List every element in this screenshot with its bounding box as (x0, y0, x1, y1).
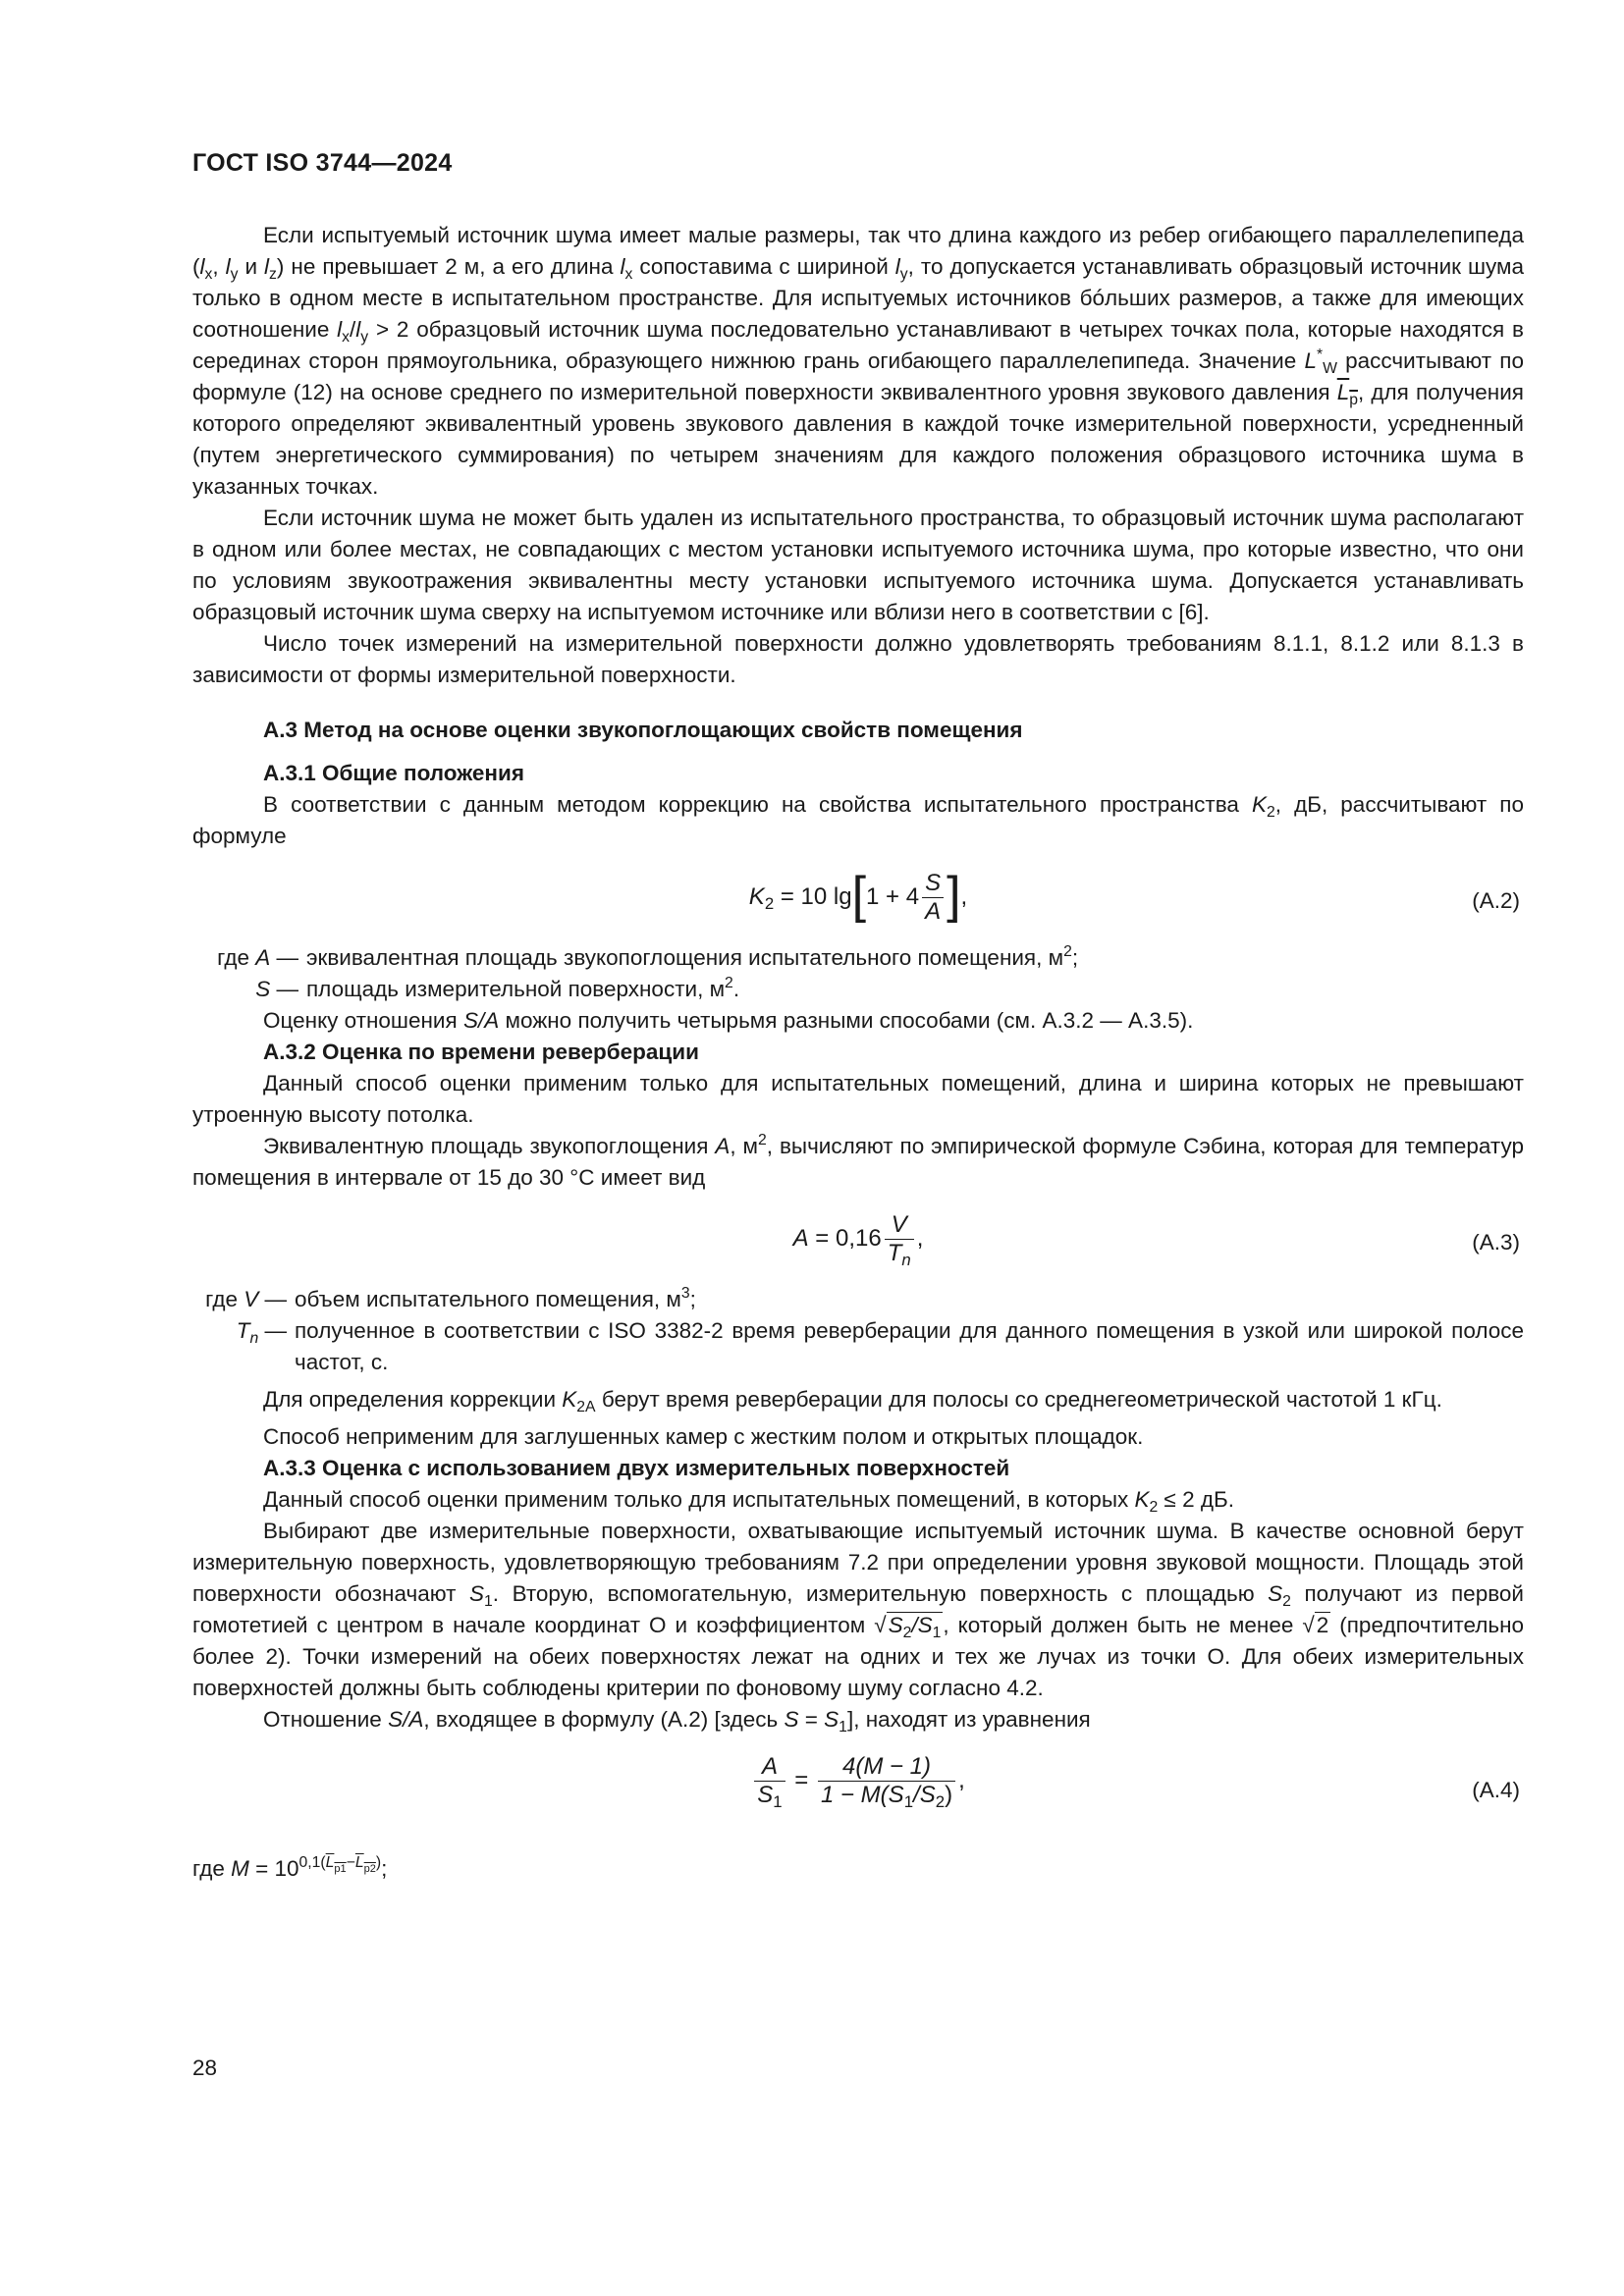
var-l: L (354, 1854, 364, 1871)
text: / (350, 317, 356, 342)
var-ly: l (225, 254, 231, 279)
text: /S (913, 1782, 936, 1808)
sqrt-content: 2 (1316, 1613, 1329, 1637)
text: Для определения коррекции (263, 1387, 563, 1412)
denominator: A (925, 898, 942, 925)
var-s: S (888, 1613, 903, 1637)
var-lx: l (199, 254, 205, 279)
text: объем испытательного помещения, м (295, 1287, 681, 1311)
var-ly: l (894, 254, 900, 279)
where-label (192, 1315, 295, 1378)
bracket-right: ] (947, 866, 961, 924)
var-s1: S (824, 1707, 839, 1732)
text: можно получить четырьмя разными способами (см. А.3.2 — А.3.5). (499, 1008, 1194, 1033)
sub: 2 (1282, 1593, 1291, 1610)
where-label (192, 1284, 295, 1315)
text: , (212, 254, 226, 279)
where-row (192, 974, 1524, 1005)
text: где (217, 945, 256, 970)
section-heading-a31: А.3.1 Общие положения (263, 761, 524, 785)
symbol: A (255, 945, 271, 970)
section-heading-a3: А.3 Метод на основе оценки звукопоглощающих свойств помещения (263, 718, 1023, 742)
where-label (192, 942, 306, 974)
document-body (192, 220, 1524, 1885)
sub: 2 (902, 1625, 912, 1641)
numerator: A (754, 1753, 785, 1782)
formula-a2 (192, 852, 1524, 942)
where-block-1 (192, 942, 1524, 1005)
where-row (192, 1284, 1524, 1315)
text: берут время реверберации для полосы со среднегеометрической частотой 1 кГц. (595, 1387, 1442, 1412)
where-text (306, 974, 1524, 1005)
document-header: ГОСТ ISO 3744—2024 (192, 149, 453, 177)
text: ≤ 2 дБ. (1158, 1487, 1235, 1512)
paragraph-1 (192, 220, 1524, 503)
var-k: K (1252, 792, 1268, 817)
text: ; (1071, 945, 1079, 970)
sub: y (360, 329, 369, 346)
text: где (192, 1856, 232, 1881)
text: = (798, 1707, 825, 1732)
text: − (346, 1854, 355, 1871)
paragraph-3: Число точек измерений на измерительной поверхности должно удовлетворять требованиям 8.1.1, 8.1.2 или 8.1.3 в зависимости от формы измерительной поверхности. (192, 631, 1524, 687)
paragraph-a31 (192, 789, 1524, 852)
where-block-2 (192, 1284, 1524, 1378)
sqrt-sign: √ (1302, 1613, 1315, 1637)
text: 1 − M(S (820, 1782, 904, 1808)
sub: x (342, 329, 351, 346)
where-text (306, 942, 1524, 974)
formula-expression (192, 1211, 1524, 1267)
sub: n (901, 1251, 911, 1269)
sup: 2 (1063, 943, 1072, 960)
text: Оценку отношения (263, 1008, 463, 1033)
var-l: L (325, 1854, 335, 1871)
symbol: S (255, 977, 271, 1001)
var-s: S (917, 1613, 933, 1637)
formula-number: (А.3) (1472, 1230, 1520, 1255)
text: и (238, 254, 265, 279)
text: . (732, 977, 740, 1001)
var-k: K (748, 882, 765, 910)
var-s2: S (1268, 1581, 1283, 1606)
paragraph-5 (192, 1384, 1524, 1415)
text: рассчитывают по формуле (12) на основе среднего по измерительной поверхности эквивалентного уровня звукового давления (192, 348, 1524, 404)
page-number: 28 (192, 2056, 218, 2080)
formula-expression (192, 1753, 1524, 1809)
text: 0,1( (298, 1854, 326, 1871)
fraction-right (818, 1753, 955, 1809)
section-heading-a33: А.3.3 Оценка с использованием двух измерительных поверхностей (263, 1456, 1010, 1480)
where-text: полученное в соответствии с ISO 3382-2 время реверберации для данного помещения в узкой или широкой полосе частот, с. (295, 1318, 1524, 1374)
sub: x (624, 266, 633, 283)
text: , м (730, 1134, 758, 1158)
paragraph-4 (192, 1005, 1524, 1037)
text: , (960, 882, 968, 910)
text: Выбирают две измерительные поверхности, охватывающие испытуемый источник шума. В качестве основной берут измерительную поверхность, удовлетворяющую требованиям 7.2 при определении уровня звуковой мощности. Площадь этой поверхности обозначают (192, 1519, 1524, 1606)
text: Если испытуемый источник шума имеет малые размеры, так что длина каждого из ребер огибающего параллелепипеда ( (192, 223, 1524, 279)
denominator (754, 1782, 785, 1809)
paragraph-a33-3 (192, 1704, 1524, 1735)
var-s1: S (468, 1581, 484, 1606)
text: , дБ, рассчитывают по формуле (192, 792, 1524, 848)
text: В соответствии с данным методом коррекцию на свойства испытательного пространства (263, 792, 1252, 817)
var-s: S (784, 1707, 799, 1732)
sup: 2 (725, 975, 733, 991)
text: , (958, 1766, 965, 1793)
text: = 0,16 (808, 1224, 882, 1252)
var-sa: S/A (388, 1707, 424, 1732)
var-sa: S/A (462, 1008, 500, 1033)
sub: 2 (935, 1792, 946, 1811)
where-label (192, 974, 306, 1005)
text: , вычисляют по эмпирической формуле Сэбина, которая для температур помещения в интервале от 15 до 30 °С имеет вид (192, 1134, 1524, 1190)
text: получают из первой гомотетией с центром в начале координат О и коэффициентом (192, 1581, 1524, 1637)
sub: 2 (1149, 1499, 1159, 1516)
var-t: T (887, 1240, 902, 1266)
numerator: V (885, 1211, 914, 1240)
symbol: V (244, 1287, 259, 1311)
text: ) (375, 1854, 382, 1871)
text: — (270, 945, 298, 970)
sub: 1 (773, 1792, 783, 1811)
sub: 1 (839, 1719, 847, 1735)
sub: y (899, 266, 908, 283)
text: , (916, 1224, 924, 1252)
text: = (787, 1766, 815, 1793)
sub: 2 (764, 893, 775, 913)
fraction-left (754, 1753, 785, 1809)
sub: 2А (576, 1399, 596, 1415)
sub: 1 (932, 1625, 942, 1641)
text: ; (689, 1287, 696, 1311)
where-row (192, 942, 1524, 974)
text: ; (381, 1856, 388, 1881)
var-lx: l (620, 254, 625, 279)
var-s: S (757, 1782, 774, 1808)
where-row (192, 1315, 1524, 1378)
text: Данный способ оценки применим только для испытательных помещений, в которых (263, 1487, 1135, 1512)
numerator: S (922, 870, 944, 898)
paragraph-6: Способ неприменим для заглушенных камер с жестким полом и открытых площадок. (263, 1424, 1144, 1449)
text: площадь измерительной поверхности, м (306, 977, 726, 1001)
formula-a3 (192, 1194, 1524, 1284)
sqrt-content (887, 1612, 944, 1641)
sub: 2 (1267, 804, 1275, 821)
symbol: T (236, 1318, 250, 1343)
denominator (885, 1240, 914, 1267)
sub: y (230, 266, 239, 283)
text: / (911, 1613, 918, 1637)
sup: 2 (758, 1132, 767, 1148)
text: , для получения которого определяют эквивалентный уровень звукового давления в каждой точке измерительной поверхности, усредненный (путем энергетического суммирования) по четырем значениям для каждого положения образцового источника шума в указанных точках. (192, 380, 1524, 499)
var-lp: L (1336, 380, 1350, 404)
var-lw: L (1304, 348, 1317, 373)
section-heading-a32: А.3.2 Оценка по времени реверберации (263, 1040, 699, 1064)
where-text (295, 1284, 1524, 1315)
var-lp1-bar (325, 1854, 347, 1875)
formula-number: (А.4) (1472, 1778, 1520, 1802)
sub: p2 (363, 1863, 376, 1875)
text: ], находят из уравнения (846, 1707, 1091, 1732)
text: эквивалентная площадь звукопоглощения испытательного помещения, м (306, 945, 1064, 970)
numerator: 4(M − 1) (818, 1753, 955, 1782)
text: , то допускается устанавливать образцовый источник шума только в одном месте в испытательном пространстве. Для испытуемых источников бóльших размеров, а также для имеющих соотношение (192, 254, 1525, 342)
text: — (258, 1318, 287, 1343)
paragraph-a32-2 (192, 1131, 1524, 1194)
var-lx: l (337, 317, 343, 342)
text: 1 + 4 (866, 882, 920, 910)
sub: z (269, 266, 277, 283)
var-ly: l (355, 317, 361, 342)
text: ) (945, 1782, 953, 1808)
sup: * (1316, 347, 1324, 363)
text: Эквивалентную площадь звукопоглощения (263, 1134, 716, 1158)
var-a: A (792, 1224, 809, 1252)
text: Отношение (263, 1707, 389, 1732)
sub: p1 (334, 1863, 347, 1875)
bracket-left: [ (851, 866, 867, 924)
var-m: M (231, 1856, 249, 1881)
text: (предпочтительно более 2). Точки измерений на обеих поверхностях лежат на одних и тех же лучах из точки О. Для обеих измерительных поверхностей должны быть соблюдены критерии по фоновому шуму согласно 4.2. (192, 1613, 1525, 1700)
fraction (922, 870, 944, 926)
sub: 1 (483, 1593, 493, 1610)
text: , который должен быть не менее (943, 1613, 1303, 1637)
sub: x (204, 266, 213, 283)
paragraph-2: Если источник шума не может быть удален из испытательного пространства, то образцовый источник шума располагают в одном или более местах, не совпадающих с местом установки испытуемого источника шума, про которые известно, что они по условиям звукоотражения эквивалентны месту установки испытуемого источника шума. Допускается устанавливать образцовый источник шума сверху на испытуемом источнике или вблизи него в соответствии с [6]. (192, 506, 1524, 624)
sub: W (1323, 360, 1337, 377)
formula-expression (192, 866, 1524, 926)
text: сопоставима с шириной (632, 254, 895, 279)
sup: 3 (680, 1285, 690, 1302)
paragraph-a33-1 (192, 1484, 1524, 1516)
exponent (298, 1854, 382, 1875)
text: где (205, 1287, 244, 1311)
text: , входящее в формулу (А.2) [здесь (423, 1707, 785, 1732)
sqrt-sign: √ (874, 1613, 887, 1637)
where-m (192, 1853, 1524, 1885)
text: > 2 образцовый источник шума последовательно устанавливают в четырех точках пола, которые находятся в серединах сторон прямоугольника, образующего нижнюю грань огибающего параллелепипеда. Значение (192, 317, 1524, 373)
text: = 10 (248, 1856, 299, 1881)
fraction (885, 1211, 914, 1267)
sub: p (1349, 392, 1359, 408)
paragraph-a33-2 (192, 1516, 1524, 1704)
var-a: A (715, 1134, 731, 1158)
var-lp2-bar (354, 1854, 376, 1875)
var-k: K (1134, 1487, 1150, 1512)
text: = 10 lg (774, 882, 852, 910)
formula-number: (А.2) (1472, 888, 1520, 913)
text: — (270, 977, 298, 1001)
var-lp-bar (1336, 380, 1359, 408)
text: . Вторую, вспомогательную, измерительную поверхность с площадью (492, 1581, 1269, 1606)
var-k: K (562, 1387, 577, 1412)
var-lz: l (264, 254, 270, 279)
text: — (258, 1287, 287, 1311)
sub: 1 (903, 1792, 914, 1811)
text: ) не превышает 2 м, а его длина (276, 254, 621, 279)
paragraph-a32-1: Данный способ оценки применим только для испытательных помещений, длина и ширина которых не превышают утроенную высоту потолка. (192, 1071, 1524, 1127)
denominator (818, 1782, 955, 1809)
sub: n (249, 1330, 259, 1347)
formula-a4 (192, 1735, 1524, 1843)
